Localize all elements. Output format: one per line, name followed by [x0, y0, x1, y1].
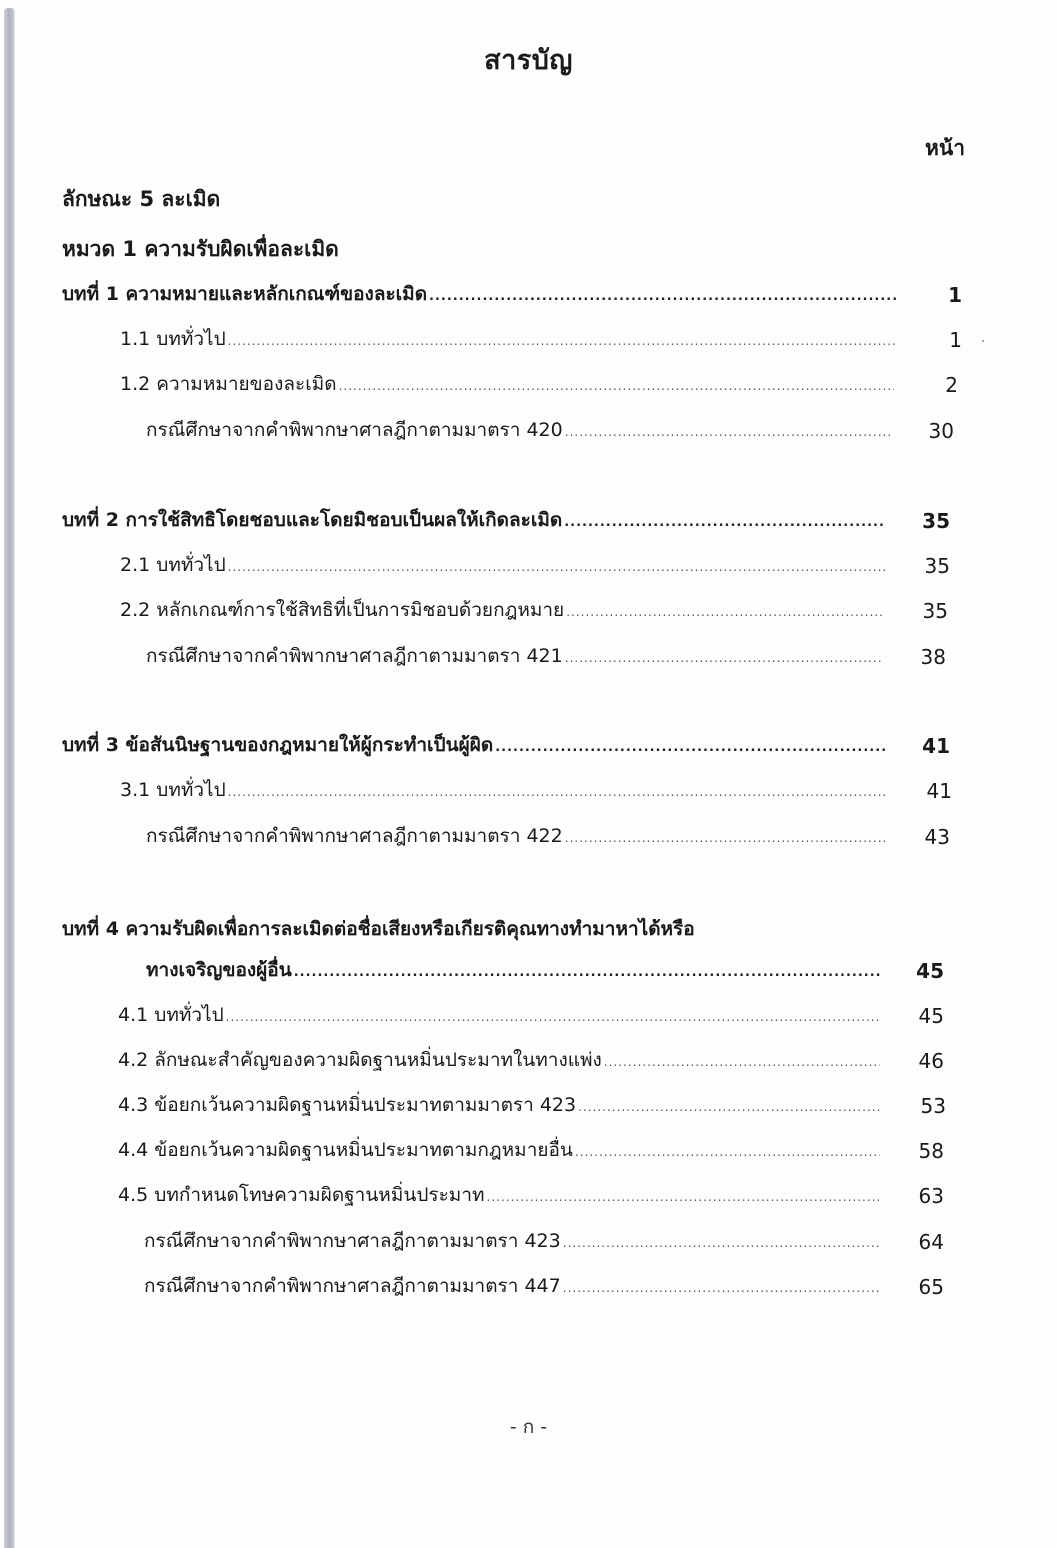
toc-page-number: 35	[922, 509, 950, 533]
scan-binding-edge	[4, 8, 15, 1548]
toc-page-number: 30	[928, 419, 954, 443]
toc-entry-label: 2.1 บททั่วไป	[120, 554, 226, 576]
dot-leader	[604, 1055, 880, 1069]
toc-page-number: 45	[918, 1004, 944, 1028]
toc-entry-2-case-421[interactable]	[146, 645, 946, 669]
toc-entry-label: 3.1 บททั่วไป	[120, 779, 226, 801]
dot-leader	[565, 831, 886, 845]
toc-entry-label: 1.1 บททั่วไป	[120, 328, 226, 350]
dot-leader	[228, 785, 888, 799]
dot-leader	[565, 651, 882, 665]
toc-chapter-4[interactable]	[146, 959, 944, 983]
dot-leader	[566, 605, 884, 619]
toc-page-number: 63	[918, 1184, 944, 1208]
toc-page-number: 58	[918, 1139, 944, 1163]
toc-entry-1-case-420[interactable]	[146, 419, 954, 443]
dot-leader	[339, 379, 894, 393]
toc-page-number: 65	[918, 1275, 944, 1299]
dot-leader	[565, 425, 890, 439]
toc-entry-3-case-422[interactable]	[146, 825, 950, 849]
toc-entry-label: 4.5 บทกำหนดโทษความผิดฐานหมิ่นประมาท	[118, 1184, 485, 1206]
dot-leader	[575, 1145, 880, 1159]
toc-chapter-label: ทางเจริญของผู้อื่น	[146, 959, 292, 981]
toc-page-number: 1	[949, 328, 962, 352]
toc-page-number: 35	[924, 554, 950, 578]
toc-entry-label: 2.2 หลักเกณฑ์การใช้สิทธิที่เป็นการมิชอบด้วยกฎหมาย	[120, 599, 565, 621]
toc-page-number: 43	[924, 825, 950, 849]
dot-leader	[578, 1100, 882, 1114]
toc-page-number: 1	[948, 283, 962, 307]
dot-leader	[563, 1281, 880, 1295]
toc-entry-label: 4.4 ข้อยกเว้นความผิดฐานหมิ่นประมาทตามกฎหมายอื่น	[118, 1139, 573, 1161]
toc-entry-label: 4.2 ลักษณะสำคัญของความผิดฐานหมิ่นประมาทในทางแพ่ง	[118, 1049, 602, 1071]
toc-entry-4-3[interactable]	[118, 1094, 946, 1118]
toc-entry-label: กรณีศึกษาจากคำพิพากษาศาลฎีกาตามมาตรา 447	[144, 1275, 561, 1297]
dot-leader	[429, 289, 898, 305]
toc-entry-2-1[interactable]	[120, 554, 950, 578]
toc-entry-label: 4.1 บททั่วไป	[118, 1004, 224, 1026]
toc-entry-1-1[interactable]	[120, 328, 962, 352]
toc-page-number: 41	[922, 734, 950, 758]
toc-entry-4-5[interactable]	[118, 1184, 944, 1208]
toc-entry-label: กรณีศึกษาจากคำพิพากษาศาลฎีกาตามมาตรา 420	[146, 419, 563, 441]
toc-entry-4-case-447[interactable]	[144, 1275, 944, 1299]
toc-chapter-label: บทที่ 2 การใช้สิทธิโดยชอบและโดยมิชอบเป็นผลให้เกิดละเมิด	[62, 509, 563, 531]
toc-entry-3-1[interactable]	[120, 779, 952, 803]
toc-entry-4-1[interactable]	[118, 1004, 944, 1028]
scan-speck	[982, 340, 984, 342]
toc-entry-2-2[interactable]	[120, 599, 948, 623]
toc-entry-4-2[interactable]	[118, 1049, 944, 1073]
toc-page-number: 41	[926, 779, 952, 803]
toc-chapter-label: บทที่ 1 ความหมายและหลักเกณฑ์ของละเมิด	[62, 283, 428, 305]
toc-chapter-label: บทที่ 3 ข้อสันนิษฐานของกฎหมายให้ผู้กระทำเป็นผู้ผิด	[62, 734, 494, 756]
toc-entry-1-2[interactable]	[120, 373, 958, 397]
toc-chapter-3[interactable]	[62, 734, 950, 758]
toc-entry-label: กรณีศึกษาจากคำพิพากษาศาลฎีกาตามมาตรา 422	[146, 825, 563, 847]
toc-chapter-1[interactable]	[62, 283, 962, 307]
toc-page-number: 64	[918, 1230, 944, 1254]
footer-page-number: - ก -	[509, 1416, 548, 1438]
toc-page-number: 46	[918, 1049, 944, 1073]
toc-entry-label: 4.3 ข้อยกเว้นความผิดฐานหมิ่นประมาทตามมาตรา 423	[118, 1094, 577, 1116]
toc-page-number: 45	[916, 959, 944, 983]
toc-chapter-2[interactable]	[62, 509, 950, 533]
dot-leader	[563, 1236, 880, 1250]
toc-entry-label: กรณีศึกษาจากคำพิพากษาศาลฎีกาตามมาตรา 423	[144, 1230, 561, 1252]
dot-leader	[228, 560, 886, 574]
page-title: สารบัญ	[484, 45, 573, 76]
dot-leader	[226, 1010, 880, 1024]
toc-entry-label: 1.2 ความหมายของละเมิด	[120, 373, 337, 395]
page-column-header: หน้า	[925, 136, 965, 160]
dot-leader	[294, 965, 880, 981]
toc-page-number: 53	[920, 1094, 946, 1118]
part-heading: ลักษณะ 5 ละเมิด	[62, 187, 221, 211]
dot-leader	[564, 515, 886, 531]
toc-entry-4-case-423[interactable]	[144, 1230, 944, 1254]
toc-page-number: 35	[922, 599, 948, 623]
toc-page-number: 2	[945, 373, 958, 397]
dot-leader	[495, 740, 886, 756]
toc-entry-4-4[interactable]	[118, 1139, 944, 1163]
dot-leader	[487, 1190, 880, 1204]
dot-leader	[228, 334, 898, 348]
toc-chapter-4-title-line1[interactable]: บทที่ 4 ความรับผิดเพื่อการละเมิดต่อชื่อเสียงหรือเกียรติคุณทางทำมาหาได้หรือ	[62, 918, 695, 940]
division-heading: หมวด 1 ความรับผิดเพื่อละเมิด	[62, 237, 339, 261]
toc-page-number: 38	[920, 645, 946, 669]
toc-entry-label: กรณีศึกษาจากคำพิพากษาศาลฎีกาตามมาตรา 421	[146, 645, 563, 667]
